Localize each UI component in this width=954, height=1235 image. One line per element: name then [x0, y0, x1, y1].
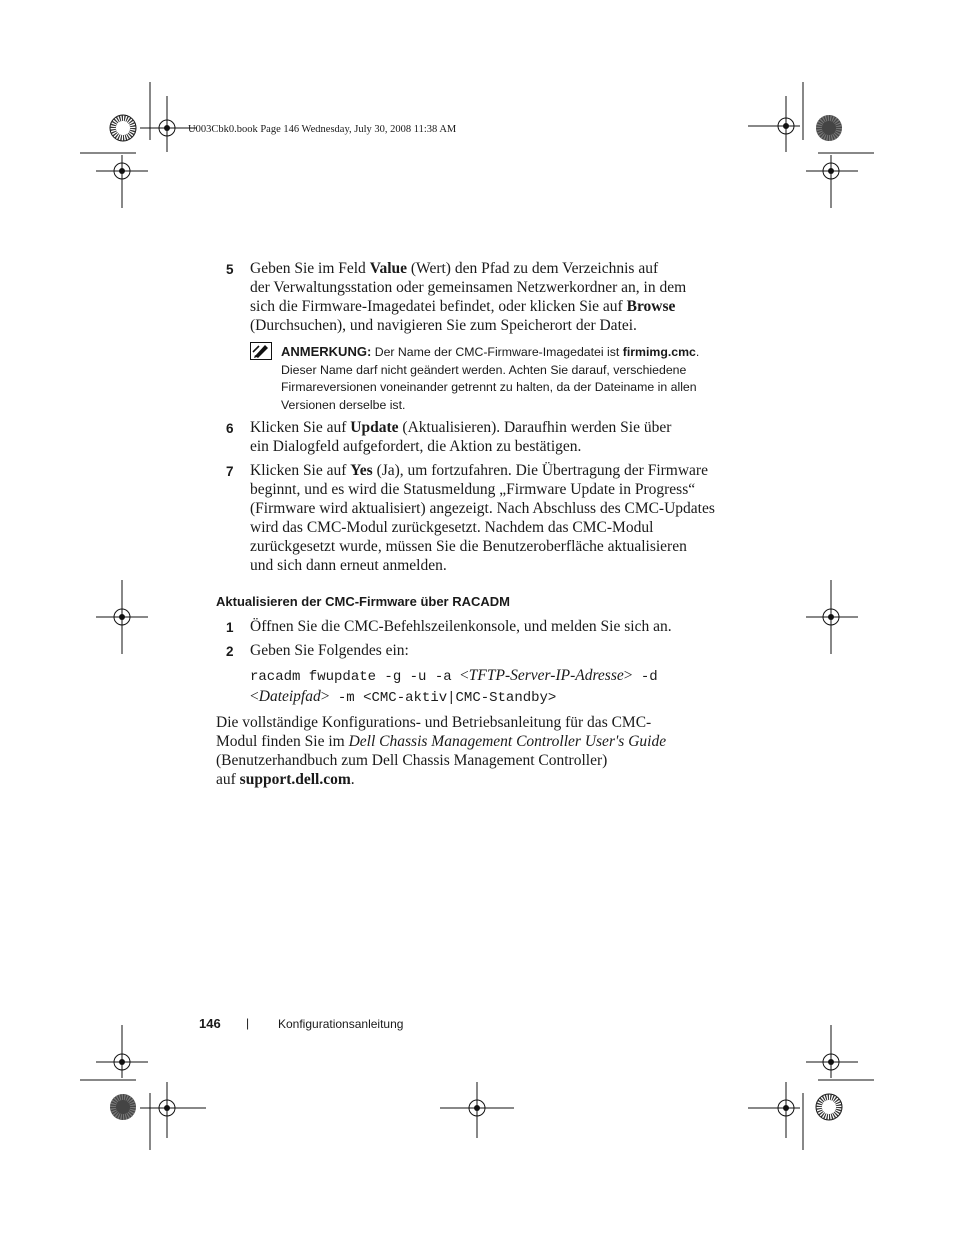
step-6-text: Klicken Sie auf Update (Aktualisieren). Daraufhin werden Sie über ein Dialogfeld aufgefordert, die Aktion zu bestätigen.: [250, 419, 672, 455]
section-heading: Aktualisieren der CMC-Firmware über RACADM: [216, 594, 510, 609]
step-5-number: 5: [226, 262, 234, 277]
note-text: ANMERKUNG: Der Name der CMC-Firmware-Imagedatei ist firmimg.cmc. Dieser Name darf nicht geändert werden. Achten Sie darauf, verschiedene Firmareversionen voneinander getrennt zu halten, da der Dateiname in allen Versionen derselbe ist.: [281, 344, 700, 412]
print-slug: U003Cbk0.book Page 146 Wednesday, July 30, 2008 11:38 AM: [188, 124, 457, 135]
step-2-text: Geben Sie Folgendes ein:: [250, 642, 409, 659]
step-5-text: Geben Sie im Feld Value (Wert) den Pfad zu dem Verzeichnis auf der Verwaltungsstation oder gemeinsamen Netzwerkordner an, in dem sich die Firmware-Imagedatei befindet, oder klicken Sie auf Browse (Durchsuchen), und navigieren Sie zum Speicherort der Datei.: [250, 260, 687, 334]
step-7-text: Klicken Sie auf Yes (Ja), um fortzufahren. Die Übertragung der Firmware beginnt, und es wird die Statusmeldung „Firmware Update in Progress“ (Firmware wird aktualisiert) angezeigt. Nach Abschluss des CMC-Updates wird das CMC-Modul zurückgesetzt. Nachdem das CMC-Modul zurückgesetzt wurde, müssen Sie die Benutzeroberfläche aktualisieren und sich dann erneut anmelden.: [250, 462, 715, 574]
closing-paragraph: Die vollständige Konfigurations- und Betriebsanleitung für das CMC- Modul finden Sie im Dell Chassis Management Controller User's Guide (Benutzerhandbuch zum Dell Chassis Management Controller) auf support.dell.com.: [216, 714, 667, 788]
step-7-number: 7: [226, 464, 234, 479]
step-1-number: 1: [226, 620, 234, 635]
step-1-text: Öffnen Sie die CMC-Befehlszeilenkonsole, und melden Sie sich an.: [250, 618, 672, 635]
page-number: 146: [199, 1016, 221, 1031]
footer-separator: |: [246, 1016, 250, 1030]
racadm-command: racadm fwupdate -g -u -a <TFTP-Server-IP-Adresse> -d <Dateipfad> -m <CMC-aktiv|CMC-Standby>: [250, 667, 658, 706]
note-pencil-icon: [250, 342, 272, 360]
step-6-number: 6: [226, 421, 234, 436]
step-2-number: 2: [226, 644, 234, 659]
footer-title: Konfigurationsanleitung: [278, 1017, 404, 1031]
